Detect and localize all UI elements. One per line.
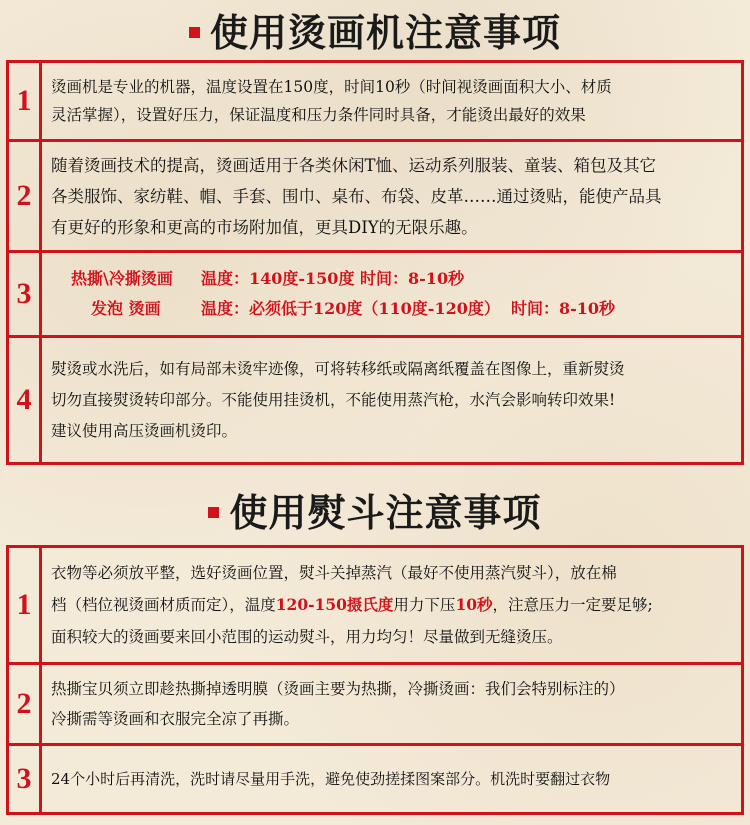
section-title-heat-press: [0, 2, 750, 57]
list-item: [6, 250, 744, 338]
section-title-text: 使用熨斗注意事项: [229, 490, 542, 535]
item-text: 熨烫或水洗后，如有局部未烫牢迹像，可将转移纸或隔离纸覆盖在图像上，重新熨烫 切勿直接熨烫转印部分。不能使用挂烫机，不能使用蒸汽枪，水汽会影响转印效果! 建议使用高压烫画机烫印。: [51, 359, 625, 440]
red-square-icon: [189, 27, 200, 38]
item-text: 热撕宝贝须立即趁热撕掉透明膜（烫画主要为热撕，冷撕烫画：我们会特别标注的） 冷撕需等烫画和衣服完全凉了再撕。: [51, 680, 625, 728]
section-title-text: 使用烫画机注意事项: [209, 10, 561, 55]
item-number: 2: [9, 142, 42, 250]
item-number: 1: [9, 548, 42, 662]
list-item: [6, 60, 744, 142]
item-text: 随着烫画技术的提高，烫画适用于各类休闲T恤、运动系列服装、童装、箱包及其它 各类服饰、家纺鞋、帽、手套、围巾、桌布、布袋、皮革……通过烫贴，能使产品具 有更好的形象和更高的市场附加值，更具DIY的无限乐趣。: [51, 155, 662, 237]
item-number: 3: [9, 746, 42, 812]
section-title-iron: [0, 482, 750, 537]
item-number: 3: [9, 253, 42, 335]
item-text: 烫画机是专业的机器，温度设置在150度，时间10秒（时间视烫画面积大小、材质 灵活掌握），设置好压力，保证温度和压力条件同时具备，才能烫出最好的效果: [51, 78, 612, 124]
list-item: [6, 335, 744, 465]
item-number: 1: [9, 63, 42, 139]
item-text: 24个小时后再清洗，洗时请尽量用手洗，避免使劲搓揉图案部分。机洗时要翻过衣物: [51, 770, 611, 788]
red-square-icon: [208, 507, 219, 518]
item-text: 热撕\冷撕烫画 温度：140度-150度 时间：8-10秒 发泡 烫画 温度：必须低于120度（110度-120度） 时间：8-10秒: [71, 269, 616, 318]
list-item: [6, 545, 744, 665]
item-text: 衣物等必须放平整，选好烫画位置，熨斗关掉蒸汽（最好不使用蒸汽熨斗），放在棉 档（档位视烫画材质而定），温度120-150摄氏度用力下压10秒，注意压力一定要足够; 面积较大的烫画要来回小范围的运动熨斗，用力均匀！尽量做到无缝烫压。: [51, 564, 653, 646]
list-item: [6, 662, 744, 746]
list-item: [6, 743, 744, 815]
list-item: [6, 139, 744, 253]
item-number: 2: [9, 665, 42, 743]
item-number: 4: [9, 338, 42, 462]
